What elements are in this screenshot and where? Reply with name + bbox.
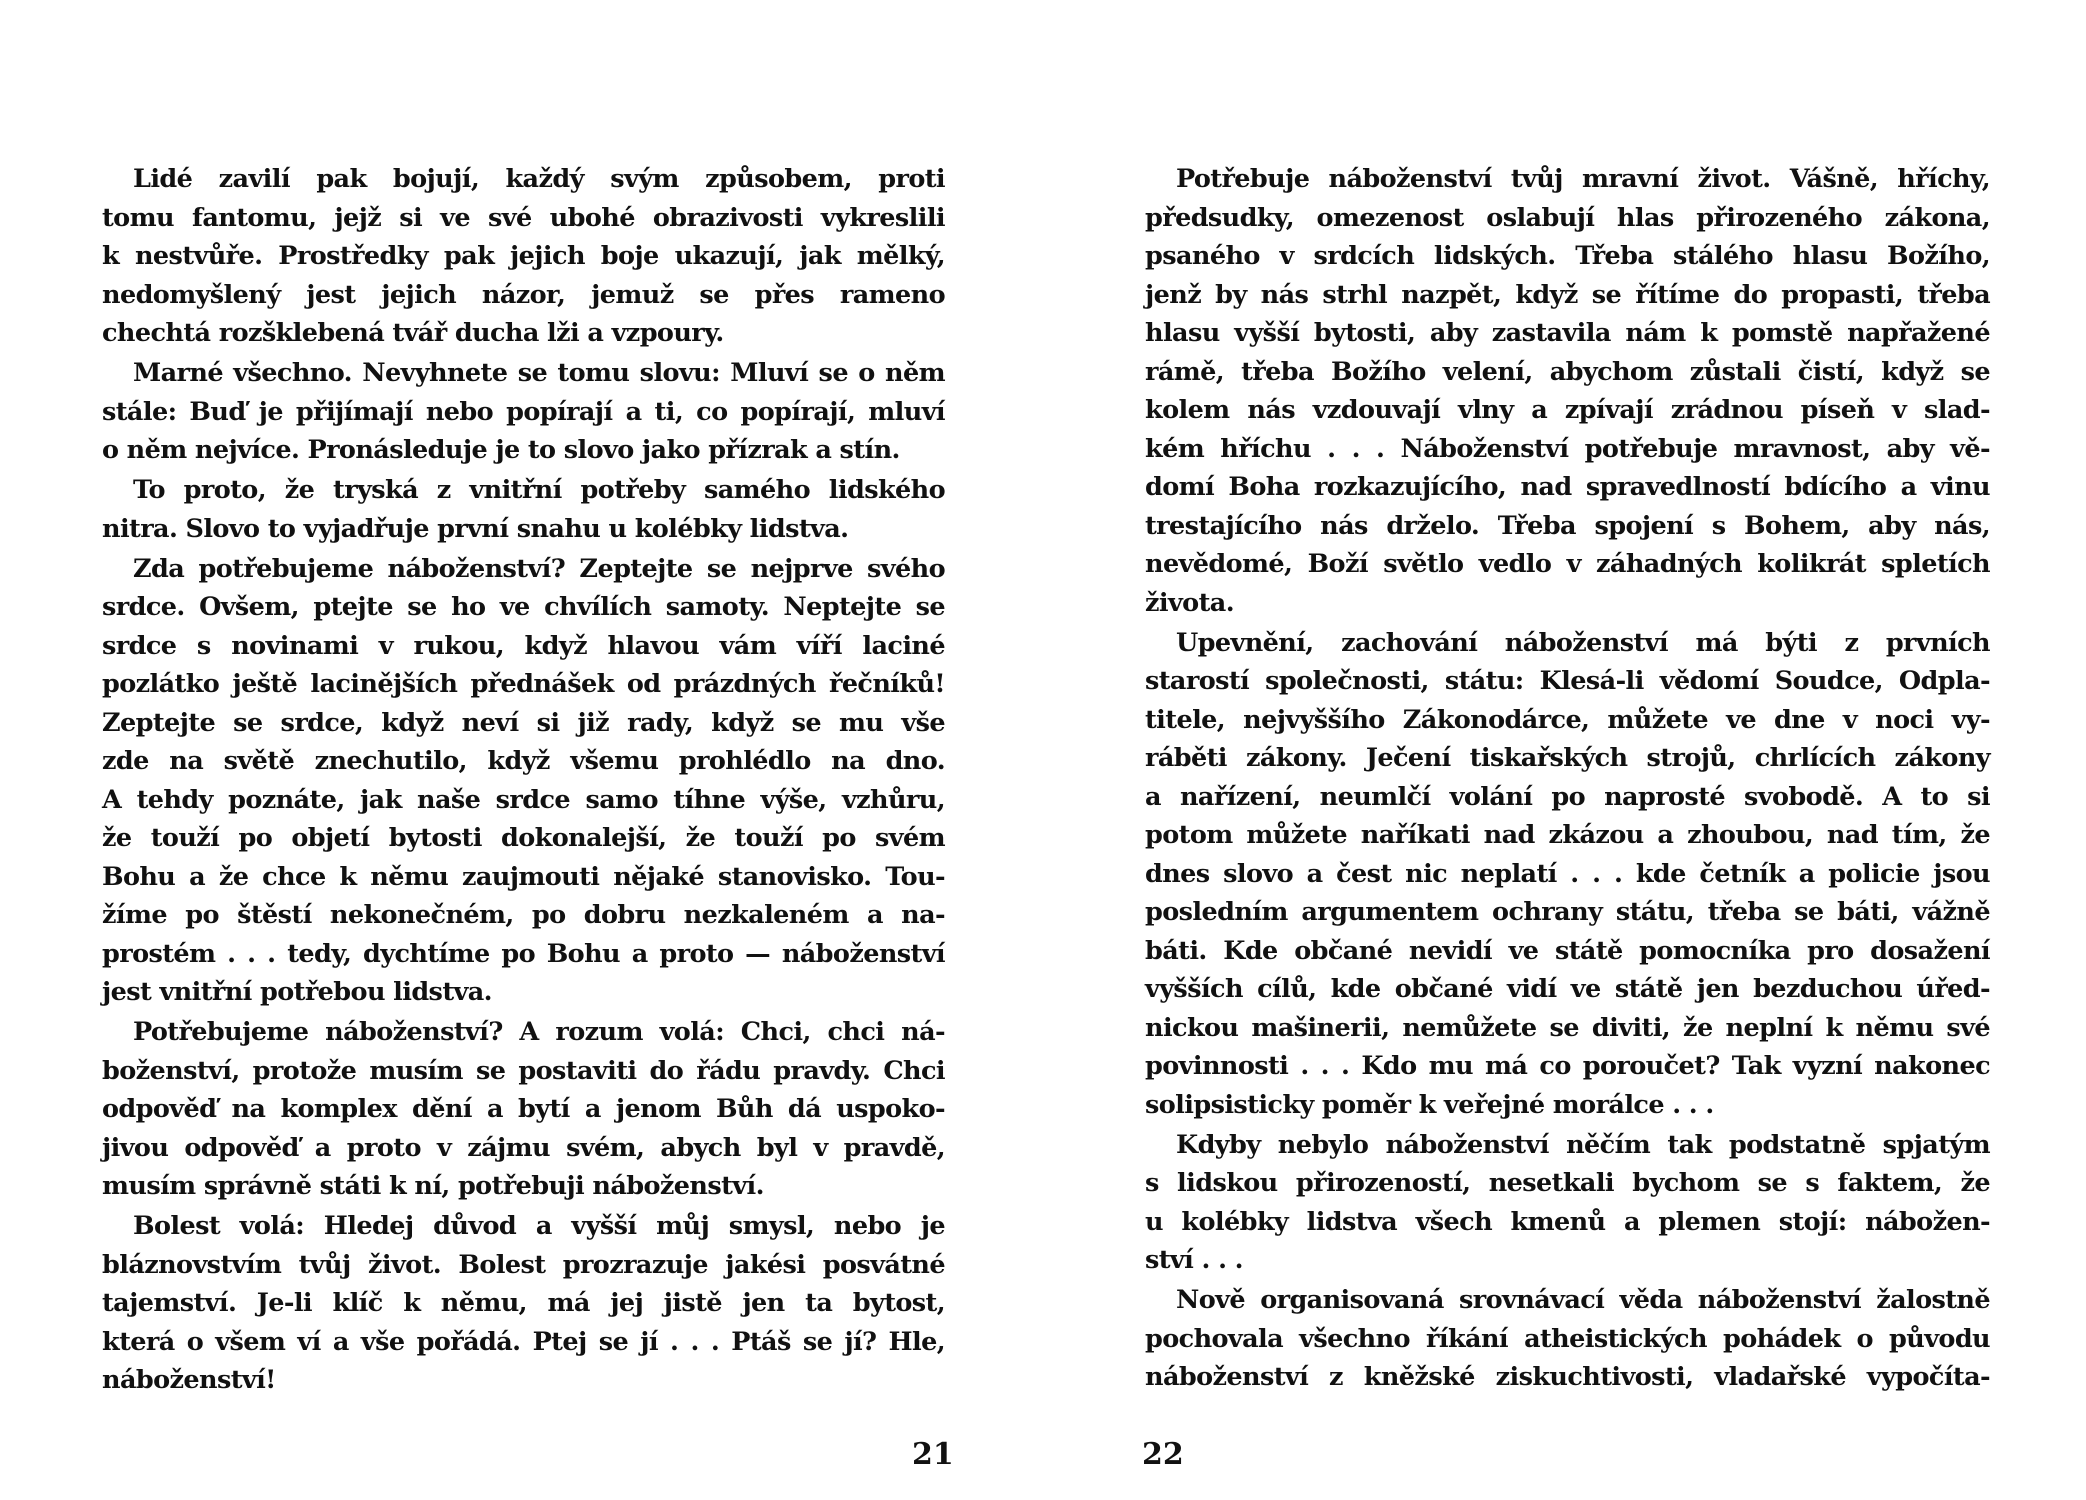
text-line: náboženství! [102,1365,276,1395]
text-line: Potřebujeme náboženství? A rozum volá: Chci, chci ná- [133,1017,945,1047]
text-line: Potřebuje náboženství tvůj mravní život. Vášně, hříchy, [1176,164,1990,194]
text-line: hlasu vyšší bytosti, aby zastavila nám k pomstě napřažené [1145,318,1990,348]
text-line: nickou mašinerii, nemůžete se diviti, že neplní k němu své [1145,1012,1990,1043]
text-line: kolem nás vzdouvají vlny a zpívají zrádnou píseň v slad- [1145,395,1990,425]
paragraph [1145,160,1990,622]
page-number-left: 21 [912,1437,954,1472]
text-line: zde na světě znechutilo, když všemu prohlédlo na dno. [102,746,945,776]
text-line: potom můžete naříkati nad zkázou a zhoubou, nad tím, že [1145,820,1990,850]
paragraph [1145,1126,1990,1280]
text-line: ství . . . [1145,1245,1243,1275]
text-line: u kolébky lidstva všech kmenů a plemen stojí: nábožen- [1145,1206,1990,1237]
paragraph [102,471,945,548]
text-line: musím správně státi k ní, potřebuji náboženství. [102,1171,764,1201]
text-line: nevědomé, Boží světlo vedlo v záhadných kolikrát spletích [1145,549,1990,579]
text-line: Zda potřebujeme náboženství? Zeptejte se nejprve svého [133,553,945,584]
paragraph [102,160,945,353]
text-line: a nařízení, neumlčí volání po naprosté svobodě. A to si [1145,781,1990,812]
text-line: tajemství. Je-li klíč k němu, má jej jistě jen ta bytost, [102,1288,945,1318]
text-line: vyšších cílů, kde občané vidí ve státě jen bezduchou úřed- [1145,974,1990,1004]
text-line: stále: Buď je přijímají nebo popírají a ti, co popírají, mluví [102,396,945,427]
text-line: srdce s novinami v rukou, když hlavou vám víří laciné [102,630,945,661]
right-page [1043,0,2086,1500]
text-line: Marné všechno. Nevyhnete se tomu slovu: Mluví se o něm [133,358,945,388]
text-line: trestajícího nás drželo. Třeba spojení s Bohem, aby nás, [1145,510,1990,541]
text-line: chechtá rozšklebená tvář ducha lži a vzpoury. [102,318,724,348]
text-line: nitra. Slovo to vyjadřuje první snahu u kolébky lidstva. [102,513,849,544]
page-number-right: 22 [1142,1437,1184,1472]
text-line: Zeptejte se srdce, když neví si již rady, když se mu vše [102,707,945,738]
text-line: pozlátko ještě lacinějších přednášek od prázdných řečníků! [102,669,945,699]
paragraph [1145,1281,1990,1397]
text-line: o něm nejvíce. Pronásleduje je to slovo jako přízrak a stín. [102,435,900,465]
text-line: rámě, třeba Božího velení, abychom zůstali čistí, když se [1145,356,1990,387]
text-line: kém hříchu . . . Náboženství potřebuje mravnost, aby vě- [1145,433,1990,464]
text-line: života. [1145,587,1234,618]
text-line: předsudky, omezenost oslabují hlas přirozeného zákona, [1145,202,1990,233]
text-line: A tehdy poznáte, jak naše srdce samo tíhne výše, vzhůru, [102,784,945,815]
text-line: domí Boha rozkazujícího, nad spravedlností bdícího a vinu [1145,472,1990,502]
paragraph [102,1013,945,1206]
text-line: srdce. Ovšem, ptejte se ho ve chvílích samoty. Neptejte se [102,592,945,622]
paragraph [1145,624,1990,1125]
text-line: povinnosti . . . Kdo mu má co poroučet? Tak vyzní nakonec [1145,1051,1990,1081]
paragraph [102,1207,945,1400]
text-line: tomu fantomu, jejž si ve své ubohé obrazivosti vykreslili [102,202,945,233]
text-line: báti. Kde občané nevidí ve státě pomocníka pro dosažení [1145,935,1990,966]
text-line: posledním argumentem ochrany státu, třeba se báti, vážně [1145,897,1990,927]
text-line: náboženství z kněžské ziskuchtivosti, vladařské vypočíta- [1145,1362,1990,1392]
text-line: titele, nejvyššího Zákonodárce, můžete ve dne v noci vy- [1145,704,1990,735]
text-line: Bolest volá: Hledej důvod a vyšší můj smysl, nebo je [133,1211,945,1241]
text-line: k nestvůře. Prostředky pak jejich boje ukazují, jak mělký, [102,241,945,271]
text-line: prostém . . . tedy, dychtíme po Bohu a proto — náboženství [102,938,945,969]
text-line: nedomyšlený jest jejich názor, jemuž se přes rameno [102,279,945,310]
text-line: solipsisticky poměr k veřejné morálce . . . [1145,1089,1714,1120]
text-line: psaného v srdcích lidských. Třeba stálého hlasu Božího, [1145,241,1990,271]
text-line: která o všem ví a vše pořádá. Ptej se jí . . . Ptáš se jí? Hle, [102,1326,945,1357]
paragraph [102,354,945,470]
text-line: Kdyby nebylo náboženství něčím tak podstatně spjatým [1176,1129,1990,1160]
right-page-text-column [1145,160,1990,1398]
text-line: pochovala všechno říkání atheistických pohádek o původu [1145,1323,1990,1354]
paragraph [102,550,945,1012]
left-page-text-column [102,160,945,1401]
text-line: žíme po štěstí nekonečném, po dobru nezkaleném a na- [102,900,945,930]
text-line: jivou odpověď a proto v zájmu svém, abych byl v pravdě, [102,1132,945,1163]
text-line: starostí společnosti, státu: Klesá-li vědomí Soudce, Odpla- [1145,666,1990,696]
text-line: odpověď na komplex dění a bytí a jenom Bůh dá uspoko- [102,1094,945,1124]
text-line: boženství, protože musím se postaviti do řádu pravdy. Chci [102,1055,945,1086]
text-line: Upevnění, zachování náboženství má býti z prvních [1176,627,1990,658]
text-line: dnes slovo a čest nic neplatí . . . kde četník a policie jsou [1145,858,1990,889]
text-line: jest vnitřní potřebou lidstva. [102,977,492,1007]
text-line: Bohu a že chce k němu zaujmouti nějaké stanovisko. Tou- [102,861,945,892]
text-line: s lidskou přirozeností, nesetkali bychom se s faktem, že [1145,1168,1990,1198]
text-line: To proto, že tryská z vnitřní potřeby samého lidského [133,475,945,505]
text-line: že touží po objetí bytosti dokonalejší, že touží po svém [102,823,945,853]
text-line: ráběti zákony. Ječení tiskařských strojů, chrlících zákony [1145,743,1990,773]
text-line: bláznovstvím tvůj život. Bolest prozrazuje jakési posvátné [102,1249,945,1280]
text-line: Nově organisovaná srovnávací věda náboženství žalostně [1176,1285,1990,1315]
text-line: jenž by nás strhl nazpět, když se řítíme do propasti, třeba [1145,279,1990,310]
text-line: Lidé zavilí pak bojují, každý svým způsobem, proti [133,164,945,194]
